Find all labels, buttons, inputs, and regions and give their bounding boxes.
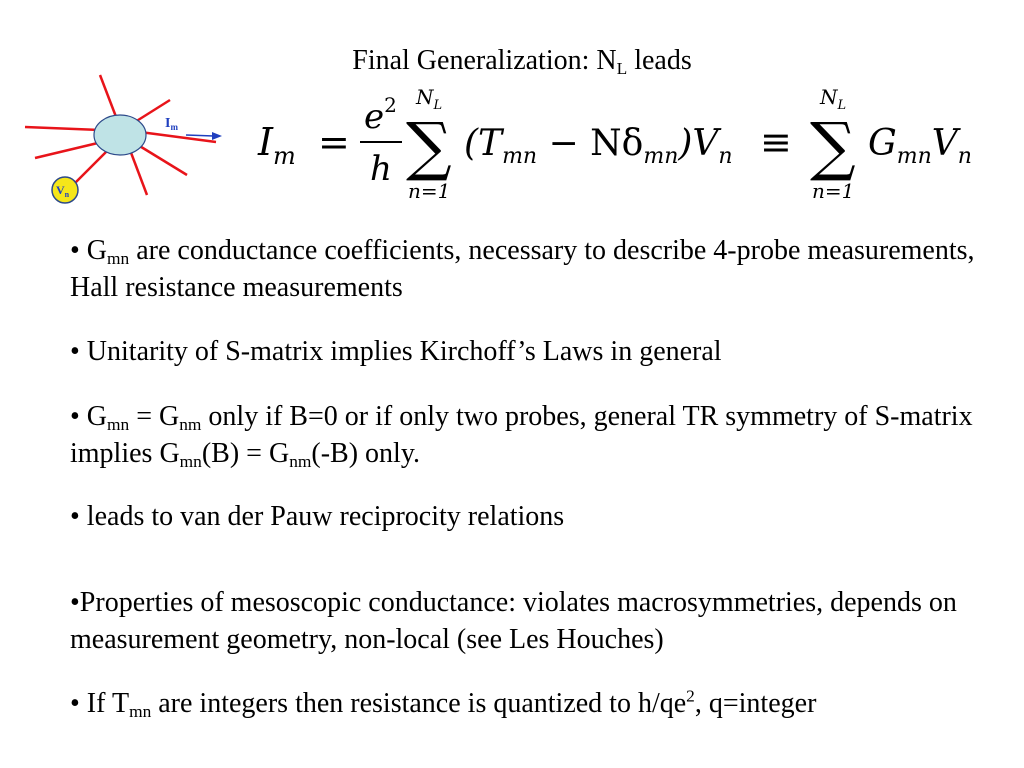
voltage-label: $V_n$ [56, 183, 70, 199]
formula-lhs: $I_m$ [258, 120, 296, 170]
lead-line [140, 132, 216, 142]
sum1-upper: $N_L$ [416, 85, 443, 113]
formula-equiv: ≡ [760, 120, 792, 164]
bullet-conductance-coefficients: • $G_{mn}$ are conductance coefficients, necessary to describe 4-probe measurements, Hall resistance measurements [70, 235, 975, 303]
bullet-mesoscopic-properties: •Properties of mesoscopic conductance: violates macrosymmetries, depends on measurement geometry, non-local (see Les Houches) [70, 587, 957, 655]
conductance-formula [250, 80, 1010, 210]
formula-eq: = [318, 120, 350, 164]
lead-line [25, 127, 100, 130]
formula-frac-num: $e^2$ [364, 93, 397, 137]
sum1-lower: n=1 [408, 179, 451, 203]
formula-frac-den: h [370, 149, 392, 189]
formula-body2: $G_{mn}V_n$ [868, 123, 972, 169]
bullet-symmetry: • $G_{mn} = G_{nm}$ only if B=0 or if only two probes, general TR symmetry of S-matrix implies $G_{mn}(B) = G_{nm}(-B)$ only. [70, 401, 973, 472]
current-label: $I_m$ [165, 116, 178, 132]
slide-title: Final Generalization: $N_L$ leads [352, 45, 692, 79]
sample-node [94, 115, 146, 155]
sum2-upper: $N_L$ [820, 85, 847, 113]
sum2-lower: n=1 [812, 179, 855, 203]
bullet-quantization: • If $T_{mn}$ are integers then resistance is quantized to $h/qe^2$, q=integer [70, 686, 817, 722]
multi-terminal-diagram [0, 60, 240, 210]
formula-body1: $(T_{mn} - N\delta_{mn})V_n$ [464, 123, 733, 169]
lead-line [130, 150, 147, 195]
lead-line [138, 145, 187, 175]
sum2-sigma: ∑ [810, 110, 856, 184]
bullet-unitarity: • Unitarity of S-matrix implies Kirchoff’s Laws in general [70, 336, 722, 367]
lead-line [35, 142, 102, 158]
bullet-van-der-pauw: • leads to van der Pauw reciprocity relations [70, 501, 565, 532]
sum1-sigma: ∑ [406, 110, 452, 184]
